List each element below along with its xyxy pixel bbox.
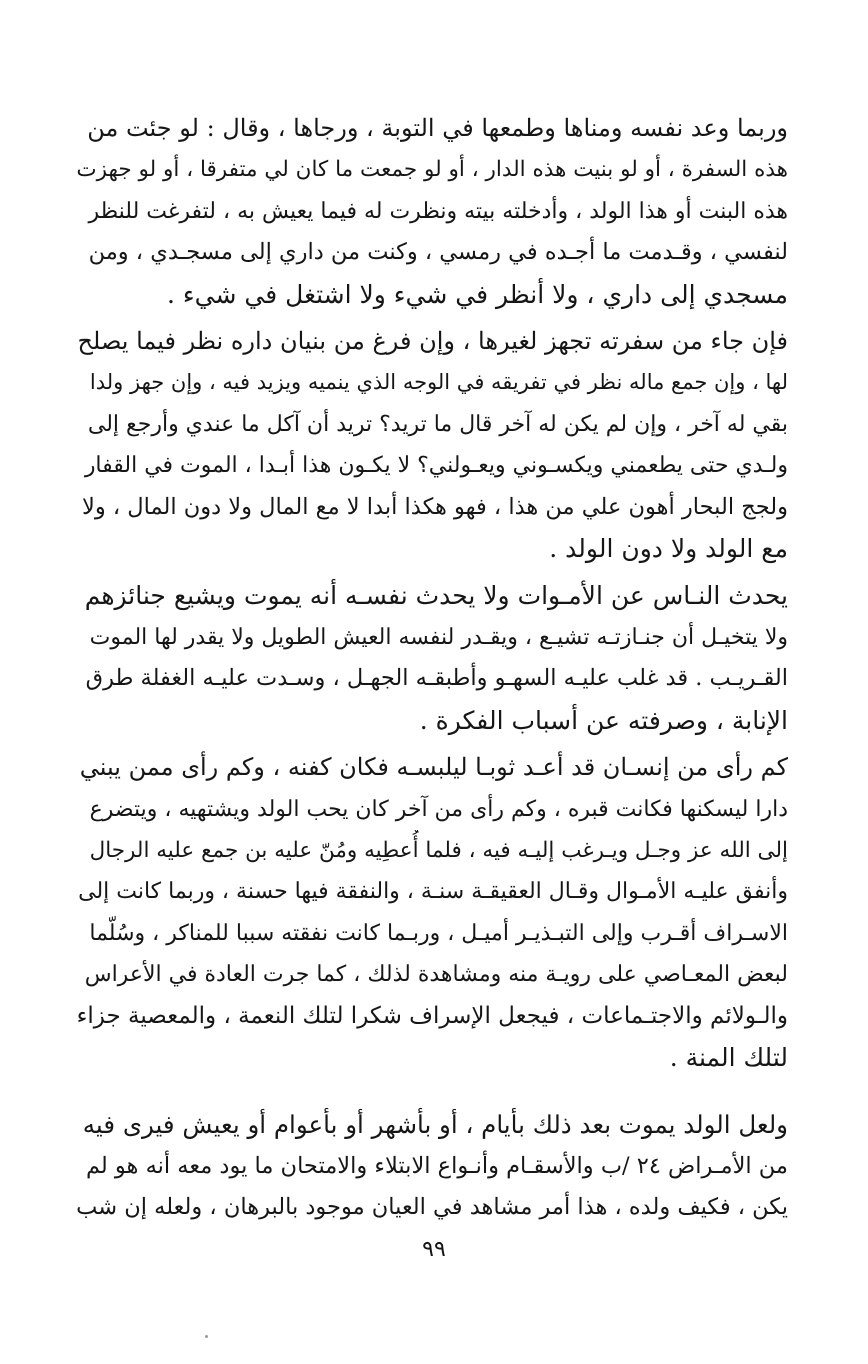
text-line: يكن ، فكيف ولده ، هذا أمر مشاهد في العيان موجود بالبرهان ، ولعله إن شب — [76, 1194, 788, 1221]
text-line: لتلك المنة . — [669, 1042, 788, 1072]
text-line: ولجج البحار أهون علي من هذا ، فهو هكذا أبدا لا مع المال ولا دون المال ، ولا — [82, 493, 788, 520]
text-line: وربما وعد نفسه ومناها وطمعها في التوبة ، ورجاها ، وقال : لو جئت من — [87, 114, 788, 142]
page-body — [76, 108, 788, 1229]
text-line: القـريـب . قد غلب عليـه السهـو وأطبقـه الجهـل ، وسـدت عليـه الغفلة طرق — [85, 665, 788, 692]
text-line: يحدث النـاس عن الأمـوات ولا يحدث نفسـه أنه يموت ويشيع جنائزهم — [84, 581, 788, 611]
scan-speck — [205, 1335, 208, 1338]
text-line: والـولائم والاجتـماعات ، فيجعل الإسراف شكرا لتلك النعمة ، والمعصية جزاء — [76, 1002, 788, 1029]
text-line: هذه السفرة ، أو لو بنيت هذه الدار ، أو لو جمعت ما كان لي متفرقا ، أو لو جهزت — [76, 157, 788, 183]
paragraph-1 — [76, 108, 788, 315]
paragraph-2 — [76, 321, 788, 569]
text-line: إلى الله عز وجـل ويـرغب إليـه فيه ، فلما أُعطِيه ومُنّ عليه بن جمع عليه الرجال — [89, 837, 788, 863]
text-line: لبعض المعـاصي على رويـة منه ومشاهدة لذلك ، كما جرت العادة في الأعراس — [84, 962, 788, 988]
text-line: هذه البنت أو هذا الولد ، وأدخلته بيته ونظرت له فيما يعيش به ، لتفرغت للنظر — [88, 198, 788, 224]
text-line: مسجدي إلى داري ، ولا أنظر في شيء ولا اشتغل في شيء . — [167, 279, 788, 309]
text-line: ولعل الولد يموت بعد ذلك بأيام ، أو بأشهر أو بأعوام أو يعيش فيرى فيه — [82, 1110, 788, 1140]
page-number: ٩٩ — [422, 1237, 446, 1262]
text-line: مع الولد ولا دون الولد . — [549, 534, 788, 564]
text-line: ولـدي حتى يطعمني ويكسـوني ويعـولني؟ لا يكـون هذا أبـدا ، الموت في القفار — [84, 453, 788, 479]
paragraph-5 — [76, 1104, 788, 1228]
text-line: ولا يتخيـل أن جنـازتـه تشيـع ، ويقـدر لنفسه العيش الطويل ولا يقدر لها الموت — [89, 624, 788, 650]
paragraph-3 — [76, 575, 788, 741]
paragraph-4 — [76, 747, 788, 1078]
text-line: من الأمـراض ٢٤ /ب والأسقـام وأنـواع الابتلاء والامتحان ما يود معه أنه هو لم — [85, 1152, 788, 1179]
text-line: بقي له آخر ، وإن لم يكن له آخر قال ما تريد؟ تريد أن آكل ما عندي وأرجع إلى — [87, 411, 788, 437]
text-line: كم رأى من إنسـان قد أعـد ثوبـا ليلبسـه فكان كفنه ، وكم رأى ممن يبني — [79, 753, 788, 782]
text-line: لها ، وإن جمع ماله نظر في تفريقه في الوجه الذي ينميه ويزيد فيه ، وإن جهز ولدا — [89, 370, 788, 395]
text-line: الإنابة ، وصرفته عن أسباب الفكرة . — [419, 705, 788, 735]
text-line: لنفسي ، وقـدمت ما أجـده في رمسي ، وكنت من داري إلى مسجـدي ، ومن — [88, 239, 788, 266]
text-line: فإن جاء من سفرته تجهز لغيرها ، وإن فرغ من بنيان داره نظر فيما يصلح — [77, 327, 788, 356]
text-line: الاسـراف أقـرب وإلى التبـذيـر أميـل ، وربـما كانت نفقته سببا للمناكر ، وسُلّما — [89, 920, 788, 946]
text-line: دارا ليسكنها فكانت قبره ، وكم رأى من آخر كان يحب الولد ويشتهيه ، ويتضرع — [89, 796, 788, 822]
text-line: وأنفق عليـه الأمـوال وقـال العقيقـة سنـة ، والنفقة فيها حسنة ، وربما كانت إلى — [78, 879, 788, 905]
